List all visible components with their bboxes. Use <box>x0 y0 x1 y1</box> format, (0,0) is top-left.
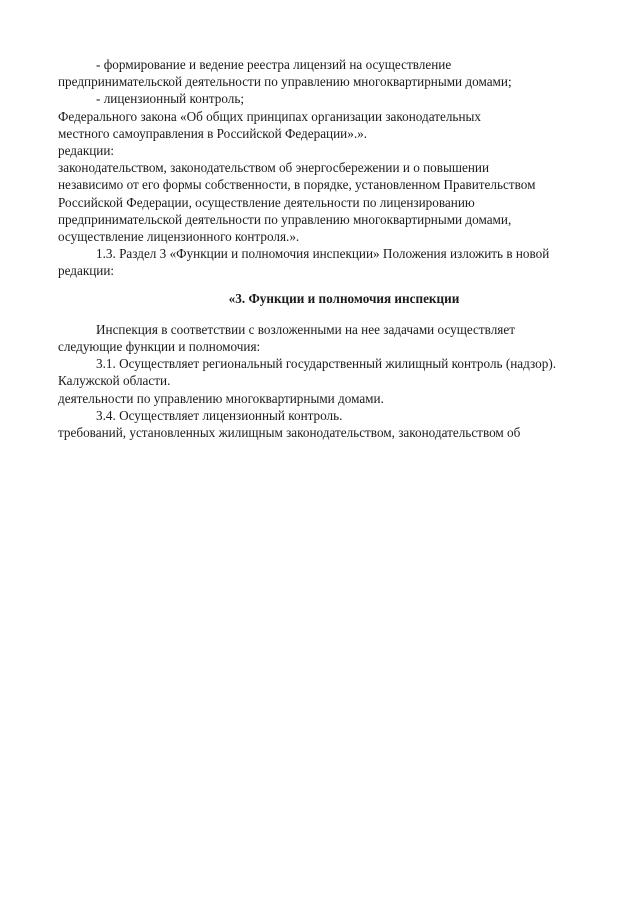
text-line: требований, установленных жилищным законодательством, законодательством об <box>58 425 521 441</box>
text-line: Калужской области. <box>58 373 171 389</box>
text-line: законодательством, законодательством об энергосбережении и о повышении <box>58 160 490 176</box>
text-line: редакции: <box>58 143 115 159</box>
text-line: Федерального закона «Об общих принципах организации законодательных <box>58 108 481 124</box>
text-line: предпринимательской деятельности по управлению многоквартирными домами, <box>58 211 512 227</box>
text-line: 1.3. Раздел 3 «Функции и полномочия инспекции» Положения изложить в новой <box>96 246 550 262</box>
text-line: следующие функции и полномочия: <box>58 339 261 355</box>
text-line: Российской Федерации, осуществление деятельности по лицензированию <box>58 194 475 210</box>
text-line: 3.1. Осуществляет региональный государственный жилищный контроль (надзор). <box>96 356 557 372</box>
text-line: - формирование и ведение реестра лицензий на осуществление <box>96 57 452 72</box>
text-line: деятельности по управлению многоквартирными домами. <box>58 390 384 406</box>
text-line: предпринимательской деятельности по управлению многоквартирными домами; <box>58 74 512 90</box>
section-title: «3. Функции и полномочия инспекции <box>228 290 460 306</box>
text-line: осуществление лицензионного контроля.». <box>58 229 300 245</box>
text-line: редакции: <box>58 263 115 279</box>
text-line: - лицензионный контроль; <box>96 91 245 107</box>
text-line: Инспекция в соответствии с возложенными на нее задачами осуществляет <box>96 321 515 337</box>
text-line: независимо от его формы собственности, в порядке, установленном Правительством <box>58 177 536 193</box>
text-line: 3.4. Осуществляет лицензионный контроль. <box>96 407 343 423</box>
text-line: местного самоуправления в Российской Федерации».». <box>58 125 368 141</box>
